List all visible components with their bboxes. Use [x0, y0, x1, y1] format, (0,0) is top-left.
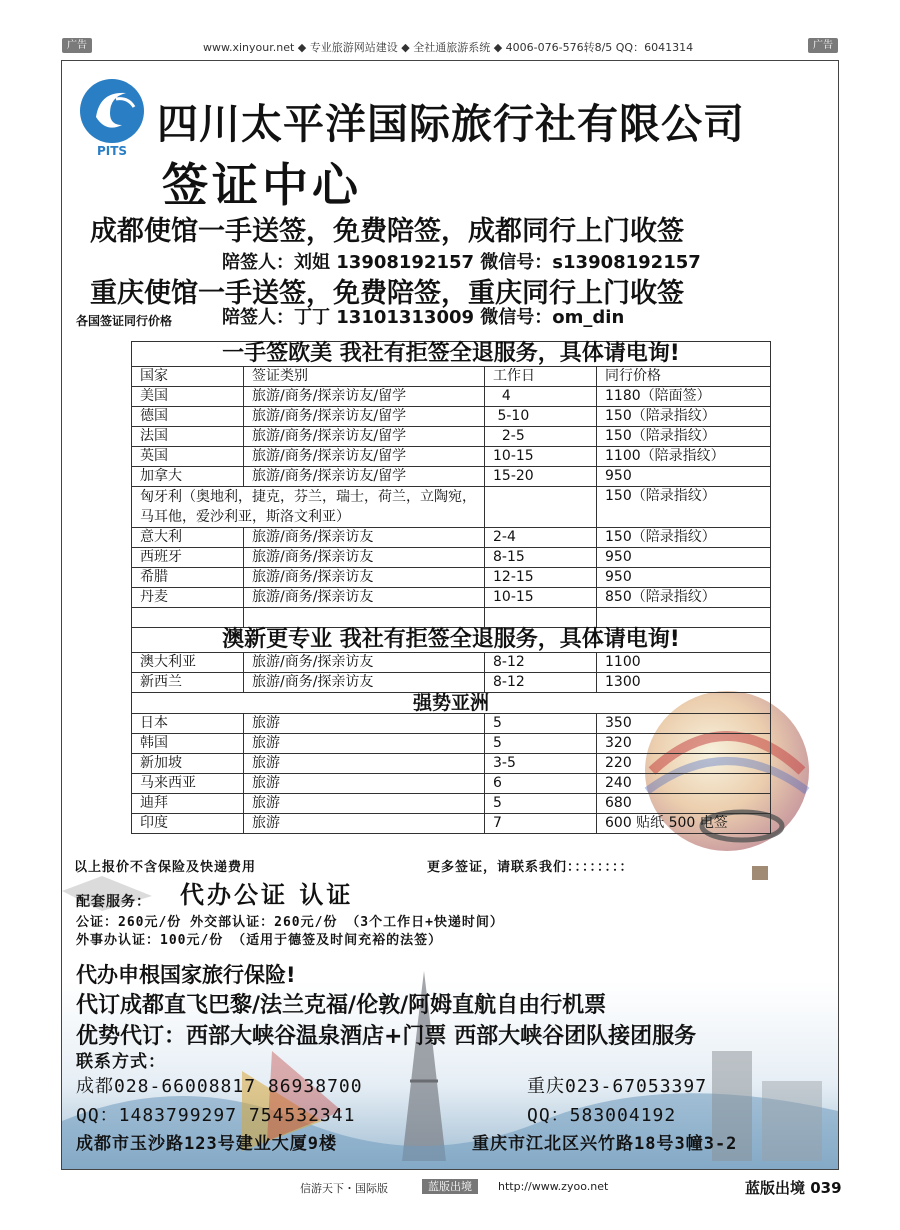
cell-price: 1300: [597, 673, 771, 693]
ad-tag-left: 广告: [62, 38, 92, 53]
cell-price: 850（陪录指纹）: [597, 588, 771, 608]
table-row: [132, 447, 771, 467]
cell-type: 旅游/商务/探亲访友: [244, 673, 485, 693]
cell-days: 10-15: [485, 447, 597, 467]
table-row: [132, 528, 771, 548]
section-europe-title: 一手签欧美 我社有拒签全退服务，具体请电询!: [132, 342, 771, 367]
table-row: [132, 653, 771, 673]
cell-type: 旅游/商务/探亲访友/留学: [244, 387, 485, 407]
table-row: [132, 814, 771, 834]
cell-days: 4: [485, 387, 597, 407]
chongqing-address: 重庆市江北区兴竹路18号3幢3-2: [472, 1134, 738, 1154]
top-ad-text: www.xinyour.net ◆ 专业旅游网站建设 ◆ 全社通旅游系统 ◆ 4006-076-576转8/5 QQ：6041314: [203, 41, 694, 54]
chongqing-service-line: 重庆使馆一手送签，免费陪签，重庆同行上门收签: [90, 278, 684, 309]
section-oceania-title: 澳新更专业 我社有拒签全退服务，具体请电询!: [132, 628, 771, 653]
cell-type: 旅游/商务/探亲访友: [244, 528, 485, 548]
hotel-service: 优势代订：西部大峡谷温泉酒店+门票 西部大峡谷团队接团服务: [76, 1024, 697, 1049]
cell-price: 950: [597, 548, 771, 568]
section-asia-title: 强势亚洲: [132, 693, 771, 714]
cell-price: 150（陪录指纹）: [597, 427, 771, 447]
cell-type: 旅游: [244, 814, 485, 834]
cell-price: 1100: [597, 653, 771, 673]
footer-magazine-name: 信游天下・国际版: [300, 1182, 388, 1195]
cell-country: 德国: [132, 407, 244, 427]
chengdu-address: 成都市玉沙路123号建业大厦9楼: [76, 1134, 337, 1154]
cell-type: 旅游/商务/探亲访友/留学: [244, 427, 485, 447]
page-footer: [0, 1180, 900, 1200]
table-row: [132, 714, 771, 734]
col-workdays: 工作日: [485, 367, 597, 387]
chengdu-service-line: 成都使馆一手送签，免费陪签，成都同行上门收签: [90, 216, 684, 247]
col-visa-type: 签证类别: [244, 367, 485, 387]
cell-days: 10-15: [485, 588, 597, 608]
cell-days: 6: [485, 774, 597, 794]
col-country: 国家: [132, 367, 244, 387]
notary-service-title: 代办公证 认证: [180, 881, 354, 909]
cell-country: 美国: [132, 387, 244, 407]
cell-price: 1180（陪面签）: [597, 387, 771, 407]
chengdu-qq: QQ：1483799297 754532341: [76, 1105, 356, 1126]
cell-days: 5-10: [485, 407, 597, 427]
cell-price: 600 贴纸 500 电签: [597, 814, 771, 834]
table-row: [132, 734, 771, 754]
cell-country: 印度: [132, 814, 244, 834]
peer-price-label: 各国签证同行价格: [76, 314, 173, 328]
cell-country: 意大利: [132, 528, 244, 548]
table-row: [132, 794, 771, 814]
service-label: 配套服务：: [76, 894, 151, 910]
table-row: [132, 387, 771, 407]
cell-type: 旅游/商务/探亲访友: [244, 588, 485, 608]
footer-url: http://www.zyoo.net: [498, 1180, 609, 1193]
more-visa-note: 更多签证，请联系我们：：：：：：：：: [427, 860, 634, 875]
section-europe-header: [132, 342, 771, 367]
cell-days: 8-12: [485, 653, 597, 673]
cell-type: 旅游: [244, 754, 485, 774]
foreign-affairs-price-line: 外事办认证：100元/份 （适用于德签及时间充裕的法签）: [76, 933, 443, 948]
table-row: [132, 774, 771, 794]
cell-days: [485, 487, 597, 528]
cell-price: 220: [597, 754, 771, 774]
cell-price: 240: [597, 774, 771, 794]
flight-service: 代订成都直飞巴黎/法兰克福/伦敦/阿姆直航自由行机票: [76, 993, 607, 1018]
cell-price: 150（陪录指纹）: [597, 407, 771, 427]
cell-type: 旅游/商务/探亲访友/留学: [244, 407, 485, 427]
top-ad-bar: [0, 38, 900, 56]
cell-country: 英国: [132, 447, 244, 467]
cell-price: 150（陪录指纹）: [597, 487, 771, 528]
cell-type: 旅游/商务/探亲访友/留学: [244, 467, 485, 487]
table-row: [132, 427, 771, 447]
column-header-row: [132, 367, 771, 387]
visa-center-title: 签证中心: [162, 158, 362, 212]
cell-country: 马来西亚: [132, 774, 244, 794]
table-row: [132, 568, 771, 588]
advertisement-frame: [61, 60, 839, 1170]
cell-price: 680: [597, 794, 771, 814]
cell-country: 加拿大: [132, 467, 244, 487]
insurance-service: 代办申根国家旅行保险!: [76, 963, 296, 987]
visa-price-tbody: [132, 342, 771, 834]
cell-days: 7: [485, 814, 597, 834]
cell-price: 320: [597, 734, 771, 754]
table-row-blank: [132, 608, 771, 628]
cell-country: 新加坡: [132, 754, 244, 774]
logo-text: PITS: [96, 144, 128, 158]
cell-country: 澳大利亚: [132, 653, 244, 673]
table-row: [132, 467, 771, 487]
footer-page-number: 蓝版出境 039: [745, 1179, 842, 1197]
cell-country: 迪拜: [132, 794, 244, 814]
cell-days: 2-5: [485, 427, 597, 447]
cell-days: 2-4: [485, 528, 597, 548]
cell-price: 1100（陪录指纹）: [597, 447, 771, 467]
cell-type: 旅游/商务/探亲访友: [244, 568, 485, 588]
table-row: [132, 673, 771, 693]
cell-days: 5: [485, 714, 597, 734]
chongqing-contact: 陪签人：丁丁 13101313009 微信号：om_din: [222, 307, 625, 328]
cell-days: 12-15: [485, 568, 597, 588]
cell-price: 150（陪录指纹）: [597, 528, 771, 548]
footer-section-tag: 蓝版出境: [422, 1179, 478, 1194]
cell-type: 旅游/商务/探亲访友: [244, 653, 485, 673]
cell-country: 希腊: [132, 568, 244, 588]
price-note: 以上报价不含保险及快递费用: [74, 860, 257, 875]
table-row-schengen: [132, 487, 771, 528]
cell-price: 950: [597, 467, 771, 487]
cell-country: 韩国: [132, 734, 244, 754]
ad-tag-right: 广告: [808, 38, 838, 53]
notary-price-line: 公证：260元/份 外交部认证：260元/份 （3个工作日+快递时间）: [76, 915, 504, 930]
table-row: [132, 548, 771, 568]
cell-type: 旅游: [244, 714, 485, 734]
cell-days: 3-5: [485, 754, 597, 774]
table-row: [132, 588, 771, 608]
cell-days: 5: [485, 794, 597, 814]
cell-type: 旅游: [244, 734, 485, 754]
cell-type: 旅游/商务/探亲访友/留学: [244, 447, 485, 467]
cell-country: 西班牙: [132, 548, 244, 568]
chengdu-contact: 陪签人：刘姐 13908192157 微信号：s13908192157: [222, 252, 701, 273]
visa-price-table: [131, 341, 771, 834]
cell-type: 旅游/商务/探亲访友: [244, 548, 485, 568]
cell-country: 新西兰: [132, 673, 244, 693]
chongqing-phone: 重庆023-67053397: [527, 1076, 708, 1097]
contact-label: 联系方式：: [76, 1052, 166, 1072]
cell-price: 950: [597, 568, 771, 588]
cell-days: 8-12: [485, 673, 597, 693]
company-name: 四川太平洋国际旅行社有限公司: [157, 100, 745, 148]
cell-country: 丹麦: [132, 588, 244, 608]
pits-logo-icon: [76, 77, 148, 159]
section-asia-header: [132, 693, 771, 714]
table-row: [132, 407, 771, 427]
table-row: [132, 754, 771, 774]
cell-price: 350: [597, 714, 771, 734]
cell-country: 法国: [132, 427, 244, 447]
cell-days: 5: [485, 734, 597, 754]
col-peer-price: 同行价格: [597, 367, 771, 387]
chongqing-qq: QQ：583004192: [527, 1105, 677, 1126]
cell-type: 旅游: [244, 774, 485, 794]
cell-schengen-countries: 匈牙利（奥地利，捷克，芬兰，瑞士，荷兰，立陶宛，马耳他，爱沙利亚，斯洛文利亚）: [132, 487, 485, 528]
cell-type: 旅游: [244, 794, 485, 814]
cell-country: 日本: [132, 714, 244, 734]
section-oceania-header: [132, 628, 771, 653]
cell-days: 15-20: [485, 467, 597, 487]
chengdu-phone: 成都028-66008817 86938700: [76, 1076, 363, 1097]
cell-days: 8-15: [485, 548, 597, 568]
